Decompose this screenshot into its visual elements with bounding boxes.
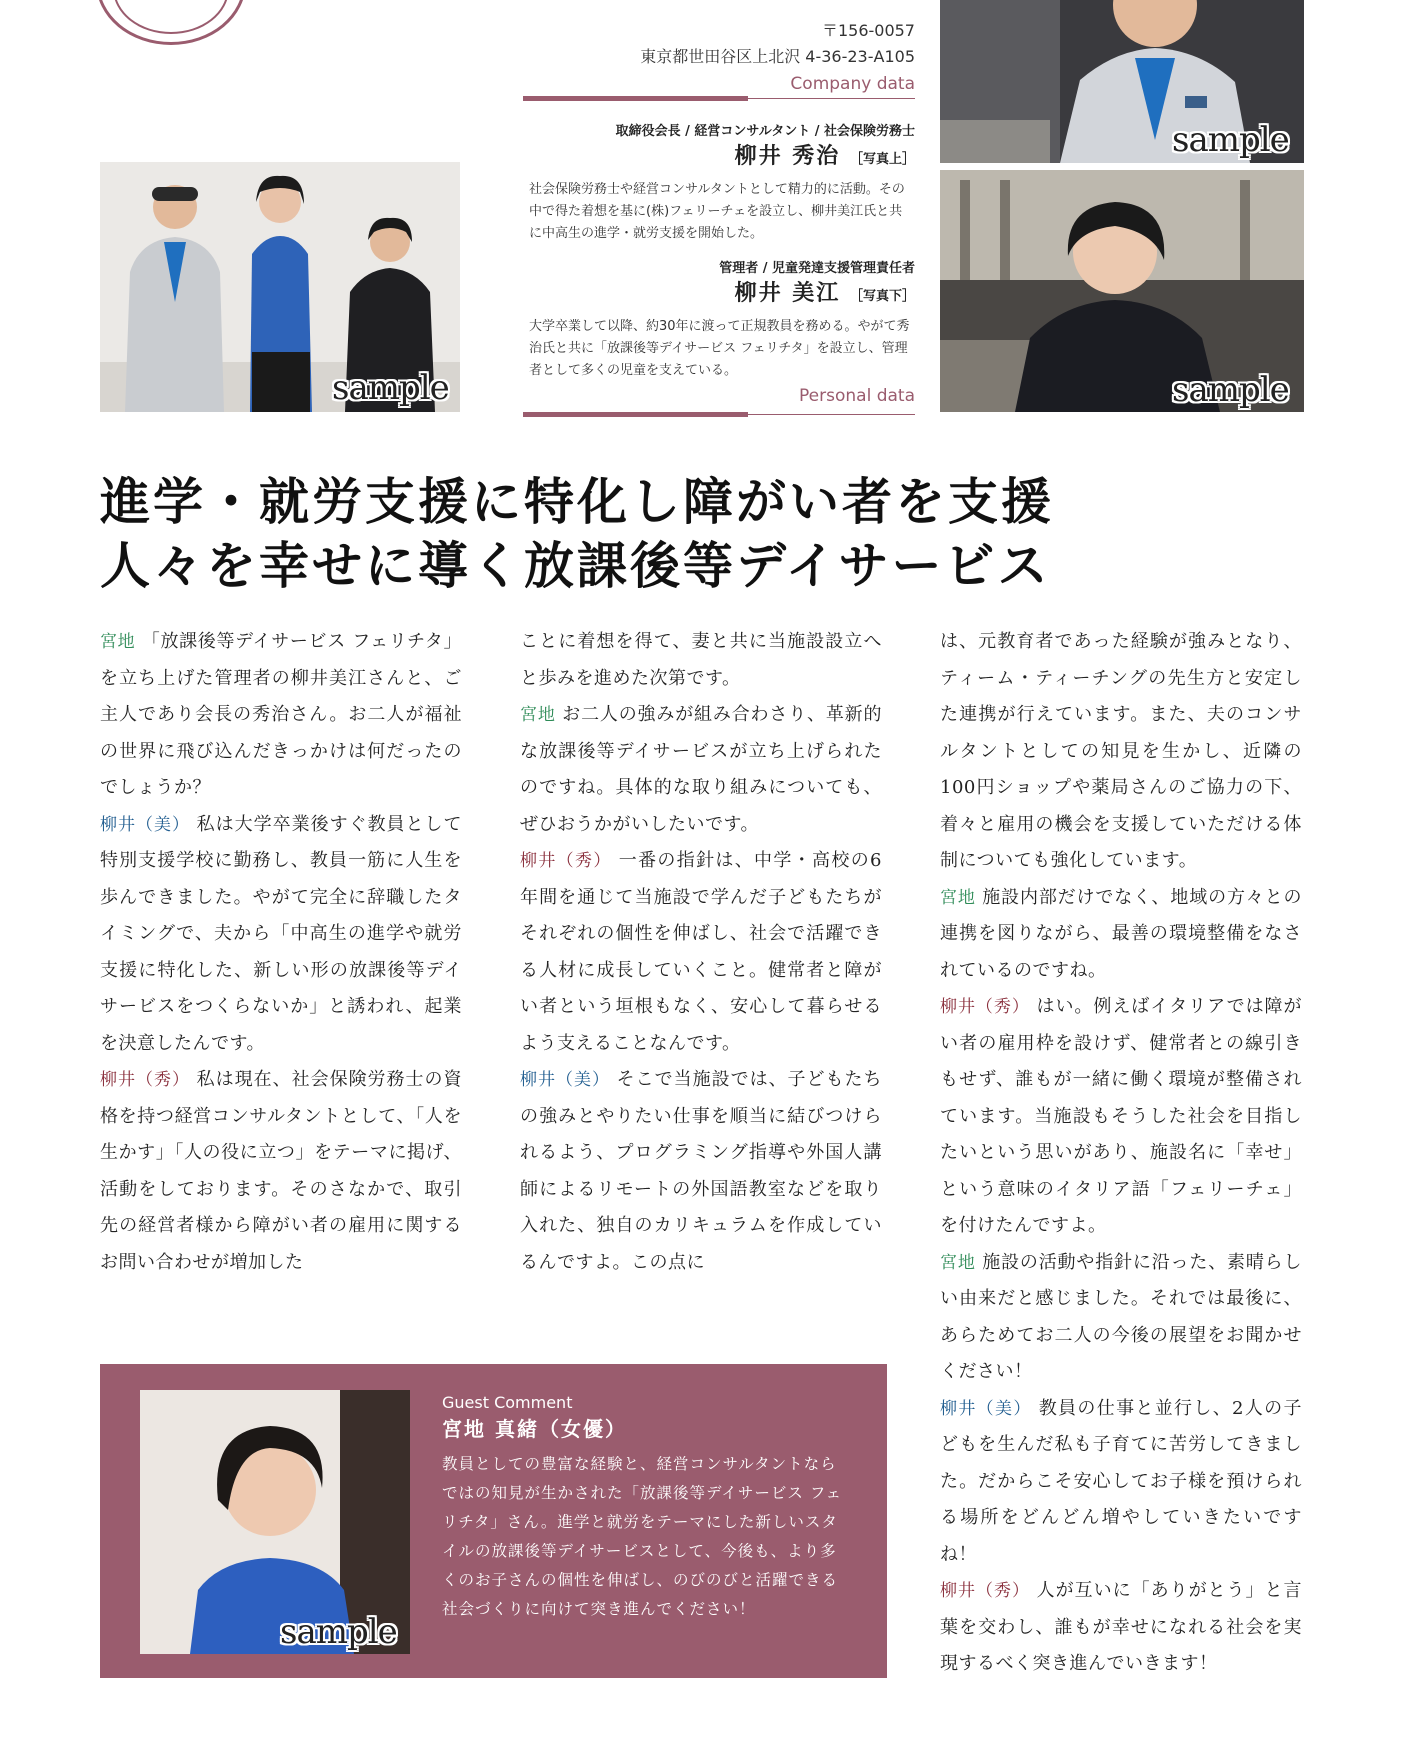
speech-text: お二人の強みが組み合わさり、革新的な放課後等デイサービスが立ち上げられたのですね。具体的な取り組みについても、ぜひおうかがいしたいです。 — [520, 704, 883, 835]
headline-line-2: 人々を幸せに導く放課後等デイサービス — [100, 536, 1051, 595]
photo-position-tag: ［写真上］ — [849, 152, 915, 167]
article-column-1 — [100, 624, 462, 1281]
sample-watermark: sample — [332, 368, 449, 408]
speaker-label: 宮地 — [520, 705, 556, 725]
personal-data — [523, 122, 915, 408]
speaker-label: 柳井（秀） — [940, 997, 1030, 1017]
photo-position-tag: ［写真下］ — [849, 289, 915, 304]
speech-text: ことに着想を得て、妻と共に当施設設立へと歩みを進めた次第です。 — [520, 631, 882, 689]
speech-text: 人が互いに「ありがとう」と言葉を交わし、誰もが幸せになれる社会を実現するべく突き進んでいきます！ — [940, 1580, 1303, 1674]
speech-text: は、元教育者であった経験が強みとなり、ティーム・ティーチングの先生方と安定した連携が行えています。また、夫のコンサルタントとしての知見を生かし、近隣の100円ショップや薬局さんのご協力の下、着々と雇用の機会を支援していただける体制についても強化しています。 — [940, 631, 1302, 871]
logo-emblem — [96, 0, 246, 45]
speaker-label: 柳井（秀） — [100, 1070, 190, 1090]
sample-watermark: sample — [1172, 120, 1289, 160]
speaker-label: 宮地 — [100, 632, 136, 652]
speaker-label: 柳井（秀） — [520, 851, 612, 871]
company-data — [523, 18, 915, 96]
chairman-photo — [940, 0, 1304, 163]
speech-text: 「放課後等デイサービス フェリチタ」を立ち上げた管理者の柳井美江さんと、ご主人であり会長の秀治さん。お二人が福祉の世界に飛び込んだきっかけは何だったのでしょうか？ — [100, 631, 463, 798]
personal-data-label: Personal data — [799, 386, 915, 406]
sample-watermark: sample — [1172, 370, 1289, 410]
person-name-text: 柳井 美江 — [734, 281, 841, 306]
person-name — [523, 279, 915, 312]
person-name — [523, 142, 915, 175]
guest-comment-box — [100, 1364, 887, 1678]
postal-code: 〒156-0057 — [821, 21, 915, 40]
speech-text: 教員の仕事と並行し、2人の子どもを生んだ私も子育てに苦労してきました。だからこそ安心してお子様を預けられる場所をどんどん増やしていきたいですね！ — [940, 1397, 1303, 1565]
speech-text: 施設の活動や指針に沿った、素晴らしい由来だと感じました。それでは最後に、あらためてお二人の今後の展望をお聞かせください！ — [940, 1251, 1303, 1382]
speaker-label: 宮地 — [940, 887, 976, 908]
sample-watermark: sample — [280, 1612, 397, 1652]
guest-photo — [140, 1390, 410, 1654]
person-name-text: 柳井 秀治 — [734, 144, 841, 169]
personal-data-rule — [523, 414, 915, 415]
manager-photo — [940, 170, 1304, 412]
group-photo — [100, 162, 460, 412]
speaker-label: 柳井（美） — [520, 1070, 610, 1090]
speaker-label: 宮地 — [940, 1252, 976, 1273]
speech-text: 一番の指針は、中学・高校の6年間を通じて当施設で学んだ子どもたちがそれぞれの個性を伸ばし、社会で活躍できる人材に成長していくこと。健常者と障がい者という垣根もなく、安心して暮らせるよう支えることなんです。 — [520, 850, 883, 1054]
headline-line-1: 進学・就労支援に特化し障がい者を支援 — [100, 472, 1054, 531]
speech-text: そこで当施設では、子どもたちの強みとやりたい仕事を順当に結びつけられるよう、プログラミング指導や外国人講師によるリモートの外国語教室などを取り入れた、独自のカリキュラムを作成しているんですよ。この点に — [520, 1069, 883, 1273]
article-column-2 — [520, 624, 882, 1281]
guest-comment-text: 教員としての豊富な経験と、経営コンサルタントならではの知見が生かされた「放課後等デイサービス フェリチタ」さん。進学と就労をテーマにした新しいスタイルの放課後等デイサービスとして、今後も、より多くのお子さんの個性を伸ばし、のびのびと活躍できる社会づくりに向けて突き進んでください！ — [442, 1455, 843, 1618]
article-headline — [100, 470, 1054, 598]
speech-text: 私は大学卒業後すぐ教員として特別支援学校に勤務し、教員一筋に人生を歩んできました。やがて完全に辞職したタイミングで、夫から「中高生の進学や就労支援に特化した、新しい形の放課後等デイサービスをつくらないか」と誘われ、起業を決意したんです。 — [100, 813, 463, 1054]
person-bio: 大学卒業して以降、約30年に渡って正規教員を務める。やがて秀治氏と共に「放課後等デイサービス フェリチタ」を設立し、管理者として多くの児童を支えている。 — [529, 319, 910, 378]
person-role: 管理者 / 児童発達支援管理責任者 — [719, 261, 915, 276]
speech-text: 施設内部だけでなく、地域の方々との連携を図りながら、最善の環境整備をなされているのですね。 — [940, 886, 1302, 981]
speaker-label: 柳井（美） — [100, 814, 190, 835]
article-column-3 — [940, 624, 1302, 1683]
person-role: 取締役会長 / 経営コンサルタント / 社会保険労務士 — [615, 124, 915, 139]
speech-text: はい。例えばイタリアでは障がい者の雇用枠を設けず、健常者との線引きもせず、誰もが一緒に働く環境が整備されています。当施設もそうした社会を目指したいという思いがあり、施設名に「幸せ」という意味のイタリア語「フェリーチェ」を付けたんですよ。 — [940, 996, 1302, 1236]
guest-comment-label: Guest Comment — [442, 1393, 573, 1412]
company-data-label: Company data — [790, 74, 915, 94]
speaker-label: 柳井（秀） — [940, 1581, 1030, 1601]
company-data-rule — [523, 98, 915, 99]
guest-name: 宮地 真緒（女優） — [442, 1417, 627, 1441]
guest-comment — [442, 1392, 852, 1624]
person-bio: 社会保険労務士や経営コンサルタントとして精力的に活動。その中で得た着想を基に(株)フェリーチェを設立し、柳井美江氏と共に中高生の進学・就労支援を開始した。 — [529, 182, 905, 241]
company-address: 東京都世田谷区上北沢 4-36-23-A105 — [640, 47, 915, 66]
speech-text: 私は現在、社会保険労務士の資格を持つ経営コンサルタントとして、「人を生かす」「人の役に立つ」をテーマに掲げ、活動をしております。そのさなかで、取引先の経営者様から障がい者の雇用に関するお問い合わせが増加した — [100, 1069, 463, 1273]
speaker-label: 柳井（美） — [940, 1398, 1032, 1419]
